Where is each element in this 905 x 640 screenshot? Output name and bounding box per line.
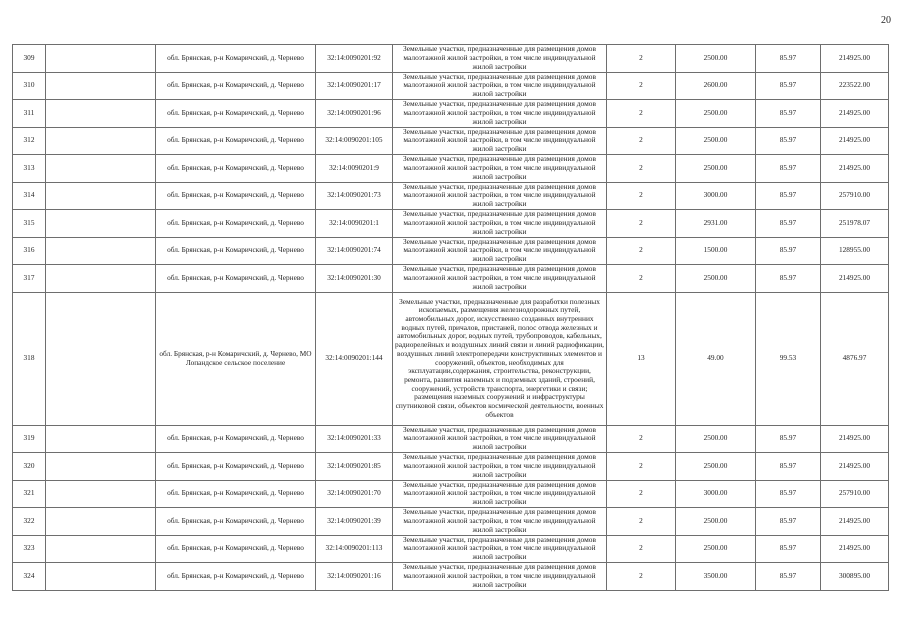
unit-value-text: 85.97: [779, 488, 797, 498]
category-code-text: 13: [637, 353, 645, 363]
address-cell: [156, 292, 316, 425]
cadastral-number-cell: [316, 210, 393, 238]
table-row: [13, 535, 889, 563]
row-number-cell: [13, 508, 46, 536]
unit-value-cell: [756, 265, 821, 293]
area-cell: [676, 480, 756, 508]
total-value-cell: [821, 45, 889, 73]
unit-value-text: 85.97: [779, 52, 797, 62]
category-code-text: 2: [639, 515, 643, 525]
row-number-text: 313: [23, 162, 35, 172]
address-text: обл. Брянская, р-н Комаричский, д. Чернево: [167, 515, 304, 525]
area-text: 2600.00: [703, 80, 728, 90]
category-code-cell: [607, 480, 676, 508]
table-row: [13, 237, 889, 265]
table-body: [13, 45, 889, 591]
land-use-description-cell: [393, 72, 607, 100]
cadastral-number-text: 32:14:0090201:113: [325, 543, 383, 553]
land-use-description-cell: [393, 480, 607, 508]
blank-cell: [46, 425, 156, 453]
cadastral-number-text: 32:14:0090201:33: [327, 433, 381, 443]
address-text: обл. Брянская, р-н Комаричский, д. Чернево: [167, 52, 304, 62]
blank-cell: [46, 563, 156, 591]
blank-cell: [46, 100, 156, 128]
table-row: [13, 45, 889, 73]
total-value-text: 214925.00: [838, 135, 870, 145]
category-code-cell: [607, 127, 676, 155]
total-value-cell: [821, 237, 889, 265]
land-use-description-text: Земельные участки, предназначенные для разработки полезных ископаемых, размещения железнодорожных путей, автомобильных дорог, искусственно созданных внутренних водных путей, причалов, пристаней, полос отвода железных и автомобильных дорог, водных путей, трубопроводов, кабельных, радиорелейных и воздушных линий связи и линий радиофикации, воздушных линий электропередачи конструктивных элементов и сооружений, объектов, необходимых для эксплуатации,содержания, строительства, реконструкции, ремонта, развития наземных и подземных зданий, строений, сооружений, устройств транспорта, энергетики и связи; размещения наземных сооружений и инфраструктуры спутниковой связи, объектов космической деятельности, военных объектов: [395, 297, 604, 419]
cadastral-number-cell: [316, 292, 393, 425]
unit-value-cell: [756, 425, 821, 453]
total-value-cell: [821, 210, 889, 238]
total-value-text: 300895.00: [838, 570, 870, 580]
area-text: 2500.00: [703, 272, 728, 282]
address-cell: [156, 127, 316, 155]
row-number-cell: [13, 45, 46, 73]
area-text: 3500.00: [703, 570, 728, 580]
category-code-cell: [607, 72, 676, 100]
unit-value-text: 85.97: [779, 543, 797, 553]
total-value-cell: [821, 265, 889, 293]
table-row: [13, 127, 889, 155]
blank-cell: [46, 265, 156, 293]
cadastral-number-cell: [316, 127, 393, 155]
area-cell: [676, 182, 756, 210]
row-number-text: 316: [23, 245, 35, 255]
unit-value-text: 85.97: [779, 162, 797, 172]
cadastral-number-cell: [316, 453, 393, 481]
category-code-cell: [607, 453, 676, 481]
category-code-cell: [607, 155, 676, 183]
cadastral-number-cell: [316, 182, 393, 210]
row-number-cell: [13, 480, 46, 508]
cadastral-number-cell: [316, 72, 393, 100]
category-code-text: 2: [639, 80, 643, 90]
row-number-cell: [13, 453, 46, 481]
unit-value-text: 85.97: [779, 135, 797, 145]
row-number-text: 311: [23, 107, 35, 117]
address-cell: [156, 535, 316, 563]
land-use-description-cell: [393, 563, 607, 591]
land-use-description-cell: [393, 45, 607, 73]
land-use-description-text: Земельные участки, предназначенные для размещения домов малоэтажной жилой застройки, в том числе индивидуальной жилой застройки: [403, 508, 596, 534]
cadastral-number-text: 32:14:0090201:9: [329, 162, 379, 172]
category-code-cell: [607, 237, 676, 265]
unit-value-cell: [756, 72, 821, 100]
blank-cell: [46, 535, 156, 563]
row-number-cell: [13, 100, 46, 128]
address-cell: [156, 563, 316, 591]
row-number-text: 318: [23, 353, 35, 363]
land-use-description-cell: [393, 425, 607, 453]
unit-value-text: 85.97: [779, 107, 797, 117]
land-use-description-cell: [393, 237, 607, 265]
area-cell: [676, 535, 756, 563]
row-number-text: 309: [23, 52, 35, 62]
area-cell: [676, 425, 756, 453]
address-text: обл. Брянская, р-н Комаричский, д. Чернево: [167, 107, 304, 117]
address-cell: [156, 210, 316, 238]
row-number-text: 312: [23, 135, 35, 145]
table-row: [13, 508, 889, 536]
total-value-text: 214925.00: [838, 433, 870, 443]
cadastral-number-text: 32:14:0090201:73: [327, 190, 381, 200]
land-use-description-text: Земельные участки, предназначенные для размещения домов малоэтажной жилой застройки, в том числе индивидуальной жилой застройки: [403, 155, 596, 181]
table-row: [13, 182, 889, 210]
category-code-cell: [607, 265, 676, 293]
area-cell: [676, 155, 756, 183]
row-number-text: 315: [23, 217, 35, 227]
category-code-cell: [607, 210, 676, 238]
total-value-cell: [821, 563, 889, 591]
blank-cell: [46, 127, 156, 155]
address-cell: [156, 72, 316, 100]
total-value-cell: [821, 292, 889, 425]
unit-value-cell: [756, 453, 821, 481]
unit-value-text: 85.97: [779, 433, 797, 443]
row-number-cell: [13, 237, 46, 265]
address-cell: [156, 182, 316, 210]
cadastral-number-text: 32:14:0090201:74: [327, 245, 381, 255]
unit-value-cell: [756, 182, 821, 210]
area-cell: [676, 508, 756, 536]
area-cell: [676, 292, 756, 425]
row-number-text: 317: [23, 272, 35, 282]
blank-cell: [46, 237, 156, 265]
area-text: 2500.00: [703, 107, 728, 117]
address-cell: [156, 100, 316, 128]
blank-cell: [46, 72, 156, 100]
total-value-cell: [821, 425, 889, 453]
cadastral-number-cell: [316, 45, 393, 73]
area-cell: [676, 265, 756, 293]
area-text: 1500.00: [703, 245, 728, 255]
cadastral-number-cell: [316, 155, 393, 183]
land-use-description-text: Земельные участки, предназначенные для размещения домов малоэтажной жилой застройки, в том числе индивидуальной жилой застройки: [403, 265, 596, 291]
table-row: [13, 292, 889, 425]
row-number-cell: [13, 265, 46, 293]
area-text: 2500.00: [703, 162, 728, 172]
total-value-text: 214925.00: [838, 162, 870, 172]
row-number-cell: [13, 155, 46, 183]
land-use-description-cell: [393, 210, 607, 238]
land-use-description-text: Земельные участки, предназначенные для размещения домов малоэтажной жилой застройки, в том числе индивидуальной жилой застройки: [403, 45, 596, 71]
table-row: [13, 425, 889, 453]
area-text: 3000.00: [703, 488, 728, 498]
total-value-text: 257910.00: [838, 190, 870, 200]
cadastral-number-text: 32:14:0090201:96: [327, 107, 381, 117]
row-number-cell: [13, 127, 46, 155]
blank-cell: [46, 210, 156, 238]
land-use-description-cell: [393, 155, 607, 183]
cadastral-number-text: 32:14:0090201:30: [327, 272, 381, 282]
land-use-description-text: Земельные участки, предназначенные для размещения домов малоэтажной жилой застройки, в том числе индивидуальной жилой застройки: [403, 425, 596, 452]
unit-value-cell: [756, 508, 821, 536]
row-number-text: 319: [23, 433, 35, 443]
total-value-text: 4876.97: [842, 353, 867, 363]
row-number-text: 324: [23, 570, 35, 580]
unit-value-text: 85.97: [779, 245, 797, 255]
total-value-text: 251978.07: [838, 217, 870, 227]
cadastral-number-cell: [316, 563, 393, 591]
blank-cell: [46, 480, 156, 508]
cadastral-number-text: 32:14:0090201:1: [329, 217, 379, 227]
cadastral-number-text: 32:14:0090201:144: [325, 353, 383, 363]
land-use-description-text: Земельные участки, предназначенные для размещения домов малоэтажной жилой застройки, в том числе индивидуальной жилой застройки: [403, 100, 596, 126]
land-use-description-text: Земельные участки, предназначенные для размещения домов малоэтажной жилой застройки, в том числе индивидуальной жилой застройки: [403, 535, 596, 562]
category-code-cell: [607, 292, 676, 425]
total-value-text: 223522.00: [838, 80, 870, 90]
row-number-cell: [13, 292, 46, 425]
address-text: обл. Брянская, р-н Комаричский, д. Чернево: [167, 135, 304, 145]
unit-value-cell: [756, 210, 821, 238]
table-row: [13, 563, 889, 591]
total-value-text: 214925.00: [838, 52, 870, 62]
address-cell: [156, 480, 316, 508]
cadastral-number-cell: [316, 425, 393, 453]
land-use-description-cell: [393, 292, 607, 425]
blank-cell: [46, 292, 156, 425]
total-value-text: 214925.00: [838, 272, 870, 282]
total-value-cell: [821, 535, 889, 563]
total-value-cell: [821, 182, 889, 210]
land-use-description-cell: [393, 453, 607, 481]
category-code-text: 2: [639, 543, 643, 553]
table-row: [13, 265, 889, 293]
table-row: [13, 72, 889, 100]
address-cell: [156, 265, 316, 293]
table-row: [13, 453, 889, 481]
address-text: обл. Брянская, р-н Комаричский, д. Чернево: [167, 162, 304, 172]
row-number-text: 322: [23, 515, 35, 525]
blank-cell: [46, 155, 156, 183]
area-text: 2500.00: [703, 433, 728, 443]
category-code-cell: [607, 425, 676, 453]
unit-value-cell: [756, 292, 821, 425]
unit-value-text: 85.97: [779, 80, 797, 90]
cadastral-number-cell: [316, 508, 393, 536]
row-number-text: 310: [23, 80, 35, 90]
row-number-text: 320: [23, 460, 35, 470]
category-code-text: 2: [639, 162, 643, 172]
address-cell: [156, 237, 316, 265]
row-number-text: 321: [23, 488, 35, 498]
row-number-text: 314: [23, 190, 35, 200]
total-value-text: 214925.00: [838, 543, 870, 553]
total-value-cell: [821, 453, 889, 481]
unit-value-cell: [756, 45, 821, 73]
address-text: обл. Брянская, р-н Комаричский, д. Чернево: [167, 488, 304, 498]
cadastral-number-text: 32:14:0090201:85: [327, 460, 381, 470]
area-cell: [676, 210, 756, 238]
address-cell: [156, 508, 316, 536]
blank-cell: [46, 182, 156, 210]
category-code-text: 2: [639, 460, 643, 470]
land-use-description-text: Земельные участки, предназначенные для размещения домов малоэтажной жилой застройки, в том числе индивидуальной жилой застройки: [403, 453, 596, 479]
land-use-description-cell: [393, 265, 607, 293]
area-text: 2931.00: [703, 217, 728, 227]
total-value-text: 214925.00: [838, 515, 870, 525]
area-cell: [676, 72, 756, 100]
total-value-text: 214925.00: [838, 460, 870, 470]
address-text: обл. Брянская, р-н Комаричский, д. Чернево: [167, 272, 304, 282]
category-code-text: 2: [639, 107, 643, 117]
area-cell: [676, 237, 756, 265]
row-number-cell: [13, 182, 46, 210]
address-cell: [156, 155, 316, 183]
cadastral-number-cell: [316, 100, 393, 128]
area-cell: [676, 127, 756, 155]
land-plots-table: [12, 44, 889, 591]
cadastral-number-text: 32:14:0090201:92: [327, 52, 381, 62]
unit-value-cell: [756, 535, 821, 563]
unit-value-cell: [756, 100, 821, 128]
table-row: [13, 100, 889, 128]
row-number-text: 323: [23, 543, 35, 553]
blank-cell: [46, 453, 156, 481]
row-number-cell: [13, 72, 46, 100]
area-text: 2500.00: [703, 460, 728, 470]
land-use-description-text: Земельные участки, предназначенные для размещения домов малоэтажной жилой застройки, в том числе индивидуальной жилой застройки: [403, 480, 596, 507]
cadastral-number-text: 32:14:0090201:39: [327, 515, 381, 525]
category-code-text: 2: [639, 52, 643, 62]
land-use-description-cell: [393, 535, 607, 563]
address-text: обл. Брянская, р-н Комаричский, д. Чернево: [167, 543, 304, 553]
category-code-text: 2: [639, 433, 643, 443]
row-number-cell: [13, 210, 46, 238]
address-text: обл. Брянская, р-н Комаричский, д. Чернево: [167, 433, 304, 443]
total-value-cell: [821, 480, 889, 508]
cadastral-number-cell: [316, 535, 393, 563]
unit-value-cell: [756, 127, 821, 155]
row-number-cell: [13, 535, 46, 563]
address-text: обл. Брянская, р-н Комаричский, д. Чернево, МО Лопандское сельское поселение: [159, 348, 312, 367]
address-cell: [156, 425, 316, 453]
land-use-description-cell: [393, 100, 607, 128]
table-row: [13, 480, 889, 508]
unit-value-text: 85.97: [779, 460, 797, 470]
land-use-description-text: Земельные участки, предназначенные для размещения домов малоэтажной жилой застройки, в том числе индивидуальной жилой застройки: [403, 237, 596, 264]
total-value-cell: [821, 127, 889, 155]
total-value-text: 214925.00: [838, 107, 870, 117]
address-text: обл. Брянская, р-н Комаричский, д. Чернево: [167, 460, 304, 470]
unit-value-text: 99.53: [779, 353, 797, 363]
area-cell: [676, 45, 756, 73]
blank-cell: [46, 508, 156, 536]
blank-cell: [46, 45, 156, 73]
total-value-text: 257910.00: [838, 488, 870, 498]
table-row: [13, 155, 889, 183]
cadastral-number-text: 32:14:0090201:105: [325, 135, 383, 145]
land-use-description-cell: [393, 127, 607, 155]
category-code-text: 2: [639, 217, 643, 227]
total-value-cell: [821, 155, 889, 183]
row-number-cell: [13, 425, 46, 453]
category-code-text: 2: [639, 190, 643, 200]
unit-value-cell: [756, 155, 821, 183]
row-number-cell: [13, 563, 46, 591]
address-cell: [156, 45, 316, 73]
unit-value-cell: [756, 237, 821, 265]
land-use-description-text: Земельные участки, предназначенные для размещения домов малоэтажной жилой застройки, в том числе индивидуальной жилой застройки: [403, 563, 596, 589]
land-use-description-cell: [393, 508, 607, 536]
area-cell: [676, 453, 756, 481]
cadastral-number-text: 32:14:0090201:16: [327, 570, 381, 580]
cadastral-number-cell: [316, 480, 393, 508]
page-number: 20: [881, 15, 891, 26]
category-code-text: 2: [639, 488, 643, 498]
category-code-cell: [607, 508, 676, 536]
category-code-text: 2: [639, 245, 643, 255]
unit-value-text: 85.97: [779, 217, 797, 227]
total-value-cell: [821, 508, 889, 536]
address-text: обл. Брянская, р-н Комаричский, д. Чернево: [167, 217, 304, 227]
address-text: обл. Брянская, р-н Комаричский, д. Чернево: [167, 190, 304, 200]
table-row: [13, 210, 889, 238]
unit-value-text: 85.97: [779, 570, 797, 580]
unit-value-cell: [756, 480, 821, 508]
total-value-cell: [821, 72, 889, 100]
unit-value-text: 85.97: [779, 272, 797, 282]
area-cell: [676, 100, 756, 128]
land-use-description-text: Земельные участки, предназначенные для размещения домов малоэтажной жилой застройки, в том числе индивидуальной жилой застройки: [403, 72, 596, 99]
unit-value-cell: [756, 563, 821, 591]
category-code-cell: [607, 563, 676, 591]
address-cell: [156, 453, 316, 481]
category-code-cell: [607, 45, 676, 73]
cadastral-number-text: 32:14:0090201:70: [327, 488, 381, 498]
address-text: обл. Брянская, р-н Комаричский, д. Чернево: [167, 80, 304, 90]
category-code-text: 2: [639, 570, 643, 580]
area-text: 2500.00: [703, 52, 728, 62]
cadastral-number-cell: [316, 265, 393, 293]
land-use-description-text: Земельные участки, предназначенные для размещения домов малоэтажной жилой застройки, в том числе индивидуальной жилой застройки: [403, 127, 596, 154]
land-use-description-text: Земельные участки, предназначенные для размещения домов малоэтажной жилой застройки, в том числе индивидуальной жилой застройки: [403, 210, 596, 236]
address-text: обл. Брянская, р-н Комаричский, д. Чернево: [167, 570, 304, 580]
category-code-cell: [607, 182, 676, 210]
category-code-cell: [607, 535, 676, 563]
area-text: 2500.00: [703, 543, 728, 553]
category-code-text: 2: [639, 272, 643, 282]
category-code-text: 2: [639, 135, 643, 145]
category-code-cell: [607, 100, 676, 128]
total-value-cell: [821, 100, 889, 128]
area-text: 2500.00: [703, 135, 728, 145]
area-text: 3000.00: [703, 190, 728, 200]
area-text: 49.00: [707, 353, 724, 363]
unit-value-text: 85.97: [779, 515, 797, 525]
cadastral-number-cell: [316, 237, 393, 265]
land-use-description-cell: [393, 182, 607, 210]
area-cell: [676, 563, 756, 591]
land-use-description-text: Земельные участки, предназначенные для размещения домов малоэтажной жилой застройки, в том числе индивидуальной жилой застройки: [403, 182, 596, 209]
area-text: 2500.00: [703, 515, 728, 525]
cadastral-number-text: 32:14:0090201:17: [327, 80, 381, 90]
address-text: обл. Брянская, р-н Комаричский, д. Чернево: [167, 245, 304, 255]
unit-value-text: 85.97: [779, 190, 797, 200]
total-value-text: 128955.00: [838, 245, 870, 255]
